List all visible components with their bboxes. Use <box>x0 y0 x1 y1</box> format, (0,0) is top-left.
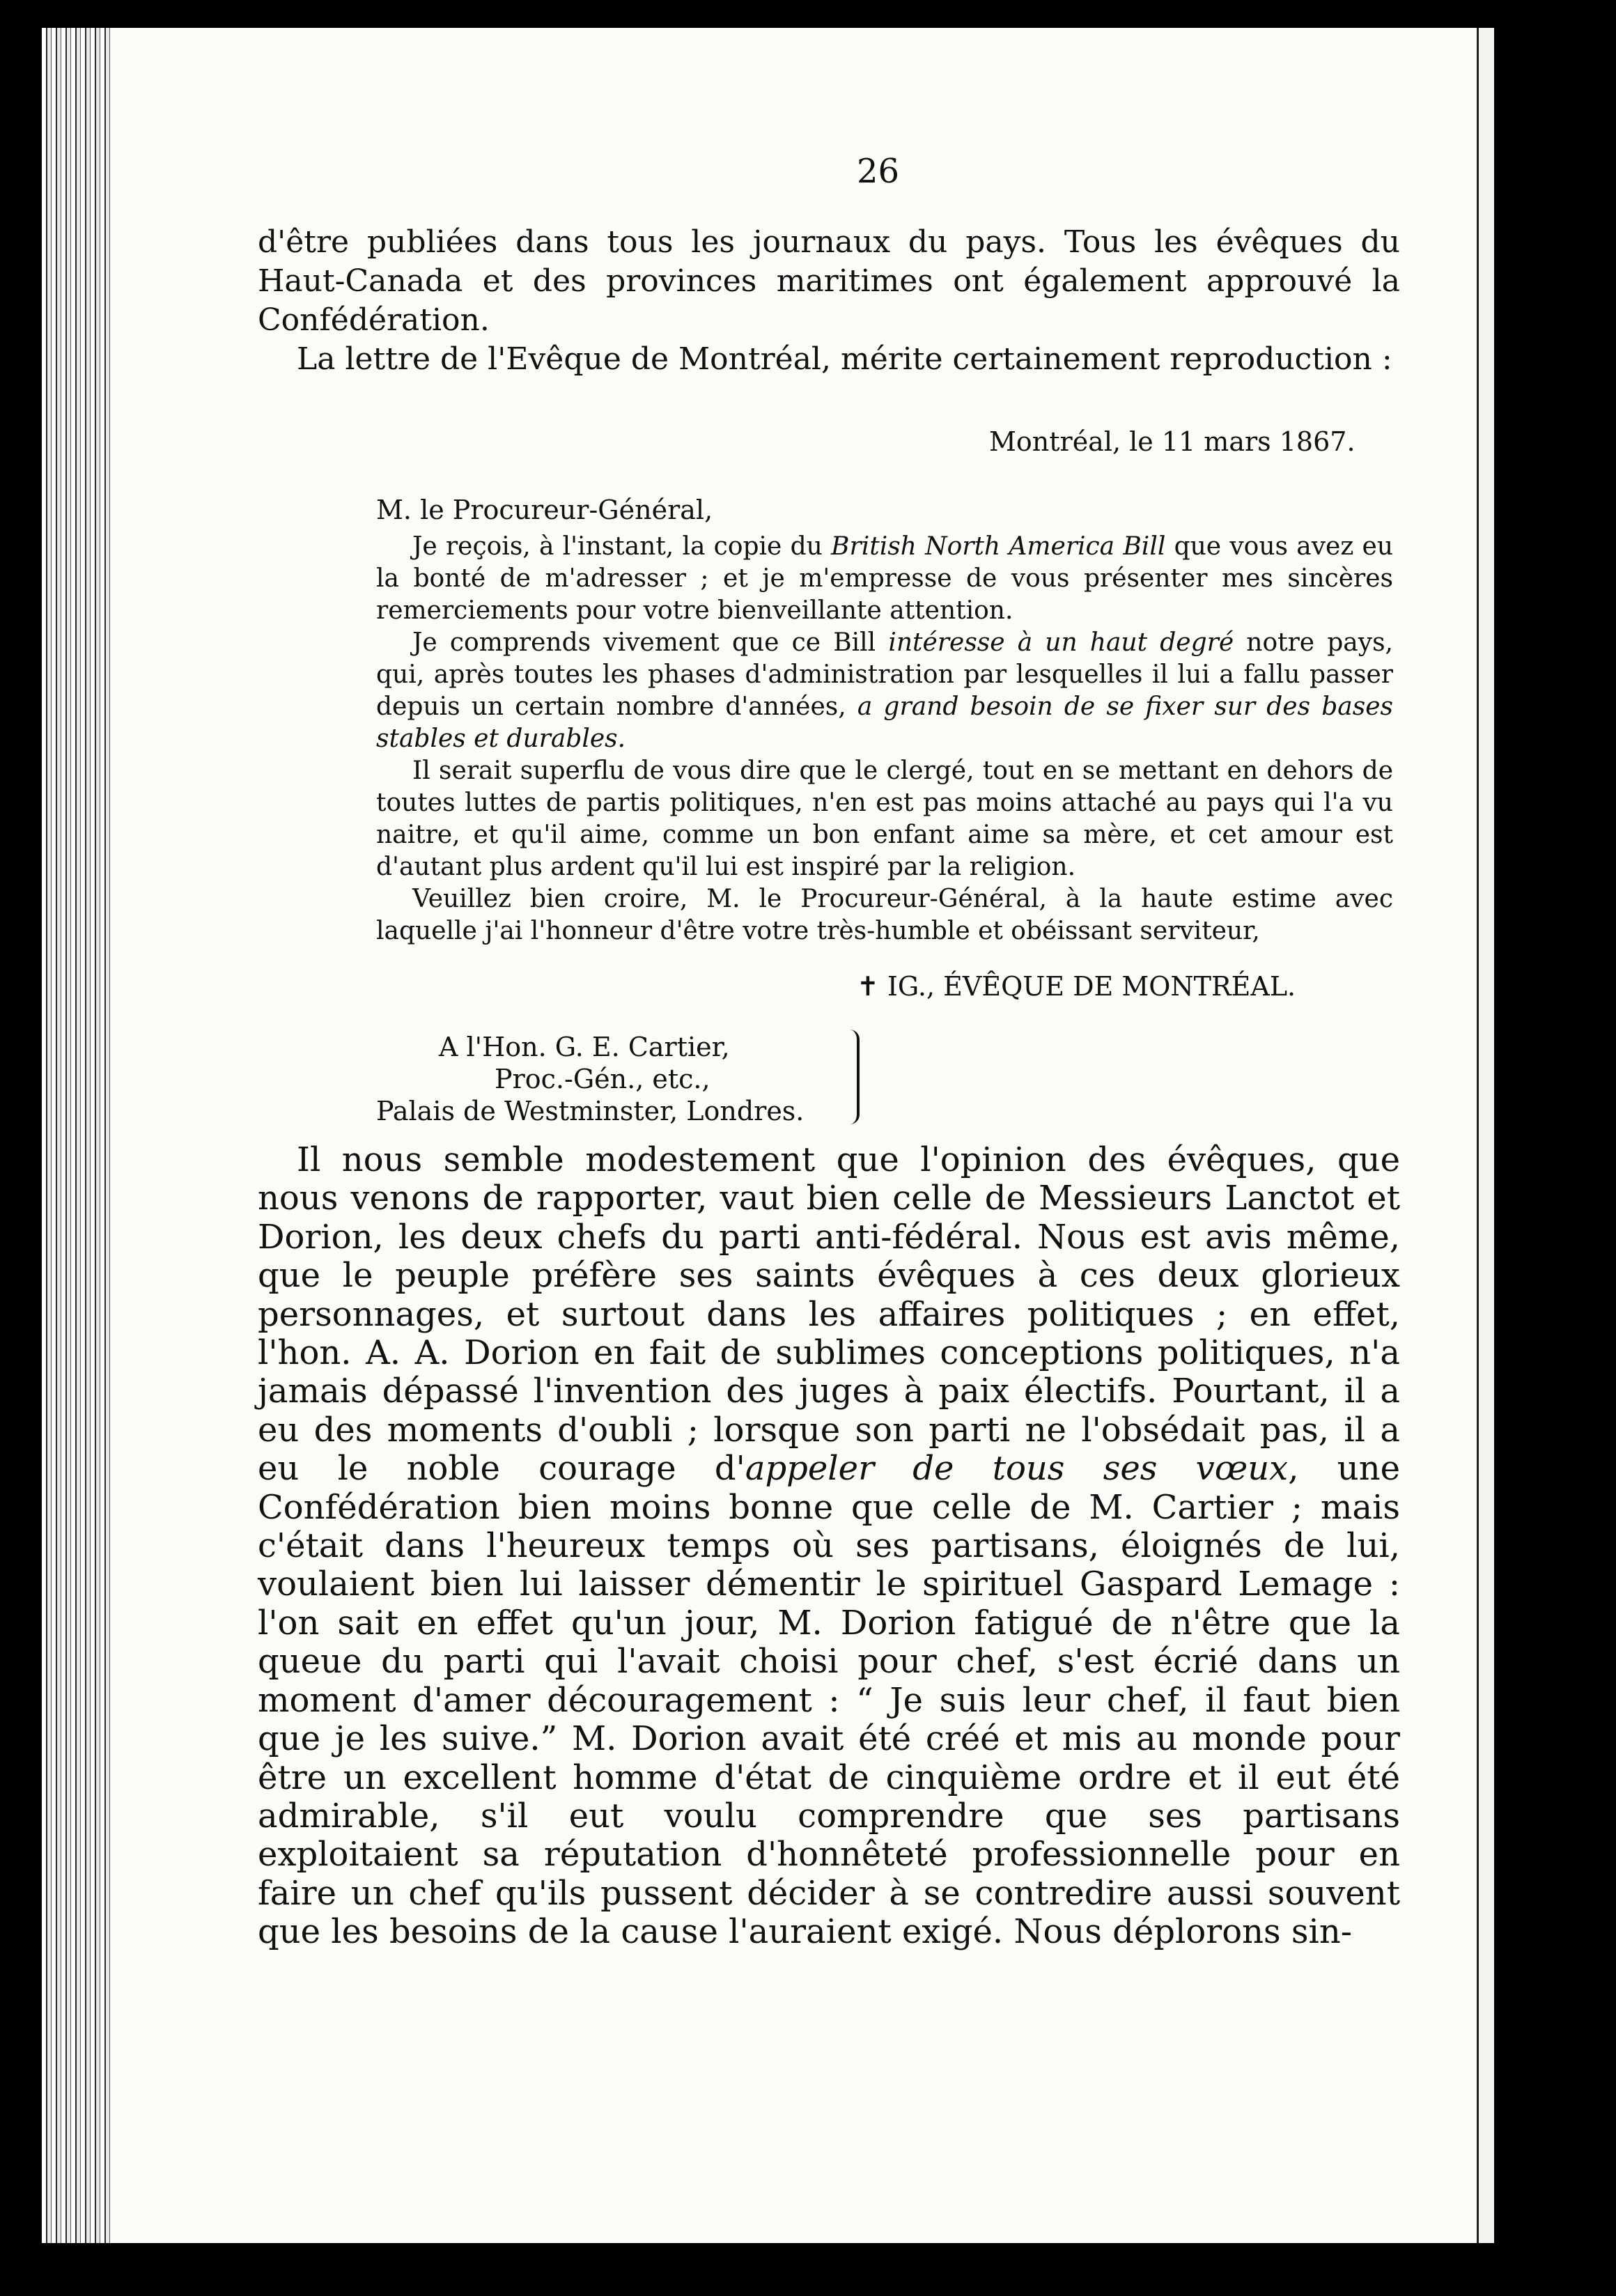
intro-paragraph: La lettre de l'Evêque de Montréal, mérite certainement reproduction : <box>297 341 1392 377</box>
book-spine-edge <box>42 28 118 2243</box>
address-brace <box>844 1030 860 1124</box>
letter-paragraph: Je reçois, à l'instant, la copie du British North America Bill que vous avez eu la bonté de m'adresser ; et je m'empresse de vous présenter mes sincères remerciements pour votre bienveillante attention. <box>376 532 1394 625</box>
intro-text <box>258 223 1400 379</box>
body-text <box>258 1141 1400 1952</box>
page-number: 26 <box>857 152 900 191</box>
letter-body <box>376 531 1393 947</box>
letter-paragraph: Il serait superflu de vous dire que le clergé, tout en se mettant en dehors de toutes luttes de partis politiques, n'en est pas moins attaché au pays qui l'a vu naitre, et qu'il aime, comme un bon enfant aime sa mère, et cet amour est d'autant plus ardent qu'il lui est inspiré par la religion. <box>376 757 1393 881</box>
address-line: Proc.-Gén., etc., <box>495 1064 710 1094</box>
letter-address <box>376 1031 804 1127</box>
body-paragraph: Il nous semble modestement que l'opinion des évêques, que nous venons de rapporter, vaut bien celle de Messieurs Lanctot et Dorion, les deux chefs du parti anti-fédéral. Nous est avis même, que le peuple préfère ses saints évêques à ces deux glorieux personnages, et surtout dans les affaires politiques ; en effet, l'hon. A. A. Dorion en fait de sublimes conceptions politiques, n'a jamais dépassé l'invention des juges à paix électifs. Pourtant, il a eu des moments d'oubli ; lorsque son parti ne l'obsédait pas, il a eu le noble courage d'appeler de tous ses vœux, une Confédération bien moins bonne que celle de M. Cartier ; mais c'était dans l'heureux temps où ses partisans, éloignés de lui, voulaient bien lui laisser démentir le spirituel Gaspard Lemage : l'on sait en effet qu'un jour, M. Dorion fatigué de n'être que la queue du parti qui l'avait choisi pour chef, s'est écrié dans un moment d'amer découragement : “ Je suis leur chef, il faut bien que je les suive.” M. Dorion avait été créé et mis au monde pour être un excellent homme d'état de cinquième ordre et il eut été admirable, s'il eut voulu comprendre que ses partisans exploitaient sa réputation d'honnêteté professionnelle pour en faire un chef qu'ils pussent décider à se contredire aussi souvent que les besoins de la cause l'auraient exigé. Nous déplorons sin- <box>258 1140 1401 1952</box>
emphasis: intéresse à un haut degré <box>888 628 1234 657</box>
bill-title: British North America Bill <box>831 532 1166 561</box>
address-line: Palais de Westminster, Londres. <box>376 1096 805 1126</box>
emphasis: a grand besoin de se fixer sur des bases stables et durables. <box>376 692 1393 753</box>
letter-signature: ✝ IG., ÉVÊQUE DE MONTRÉAL. <box>857 971 1296 1002</box>
letter-salutation: M. le Procureur-Général, <box>376 495 713 525</box>
emphasis: appeler de tous ses vœux <box>745 1449 1289 1489</box>
address-line: A l'Hon. G. E. Cartier, <box>439 1032 730 1062</box>
intro-paragraph: d'être publiées dans tous les journaux du pays. Tous les évêques du Haut-Canada et des provinces maritimes ont également approuvé la Confédération. <box>258 224 1400 338</box>
letter-dateline: Montréal, le 11 mars 1867. <box>989 426 1355 457</box>
letter-paragraph: Veuillez bien croire, M. le Procureur-Général, à la haute estime avec laquelle j'ai l'honneur d'être votre très-humble et obéissant serviteur, <box>376 885 1393 945</box>
letter-paragraph: Je comprends vivement que ce Bill intéresse à un haut degré notre pays, qui, après toutes les phases d'administration par lesquelles il lui a fallu passer depuis un certain nombre d'années, a grand besoin de se fixer sur des bases stables et durables. <box>376 628 1393 753</box>
page-right-edge <box>1477 28 1494 2243</box>
